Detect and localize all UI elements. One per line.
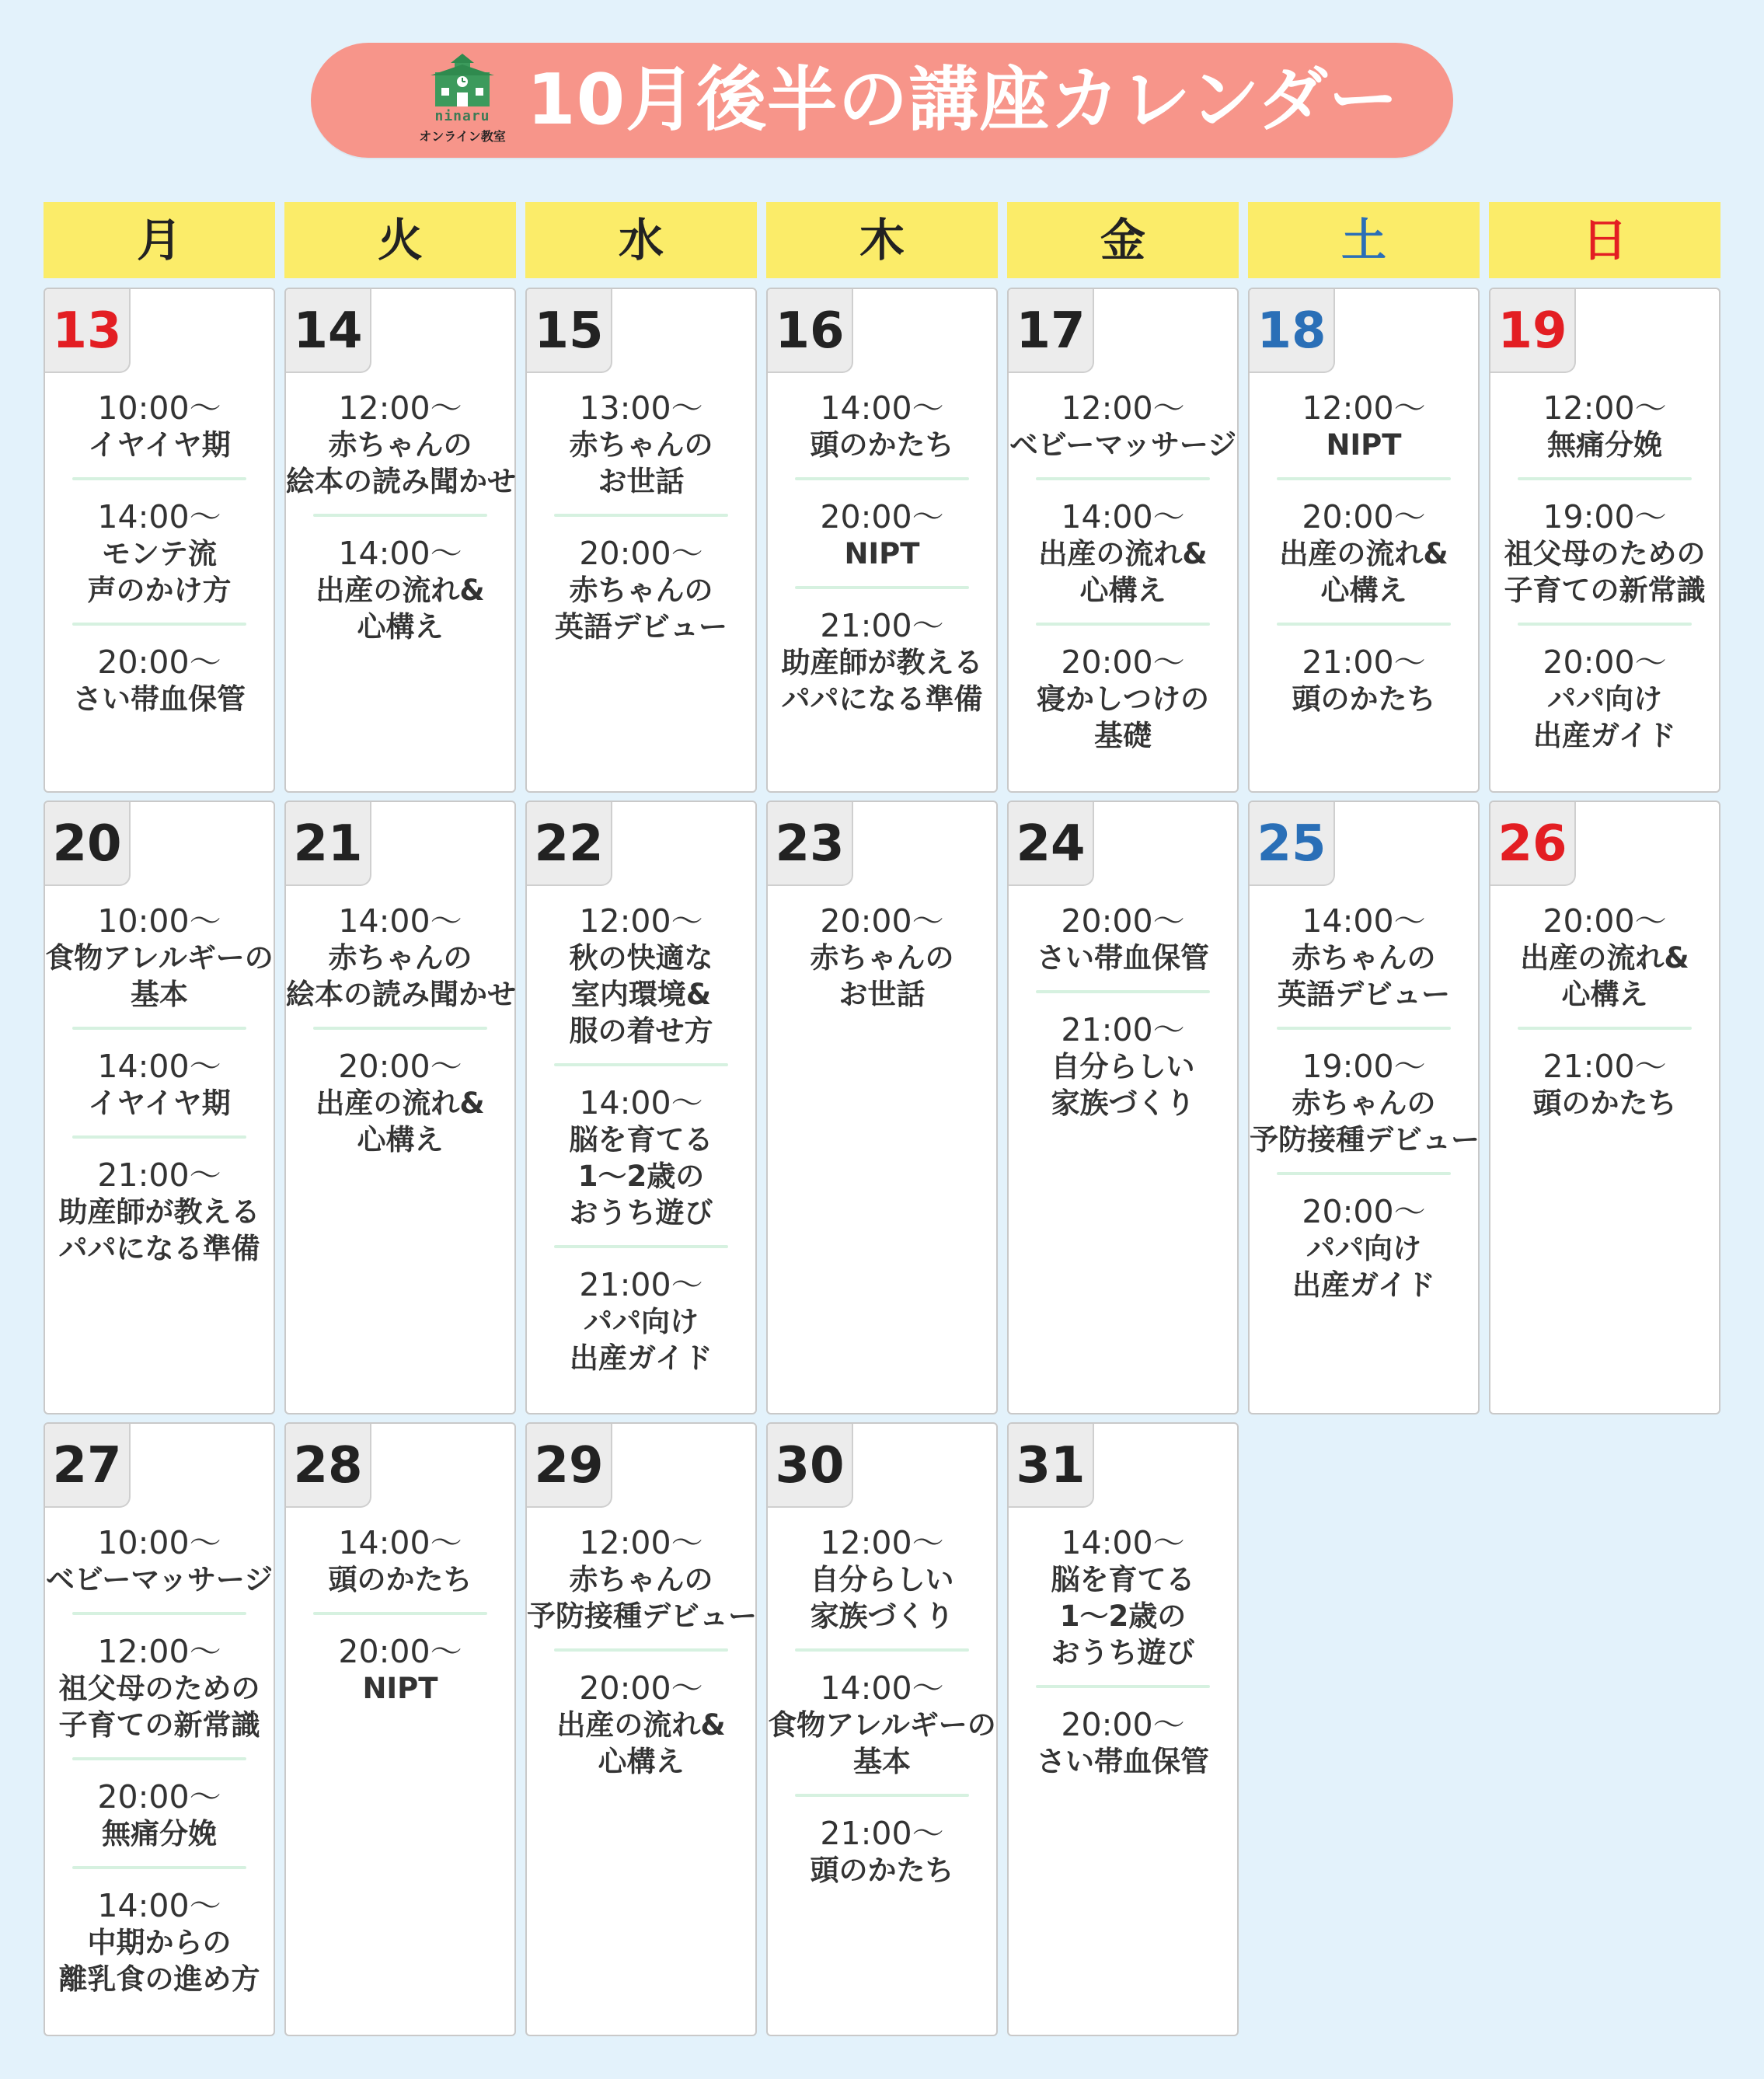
- event-time: 21:00〜: [1302, 644, 1426, 681]
- day-number: 27: [45, 1424, 131, 1508]
- event-time: 21:00〜: [97, 1156, 221, 1194]
- event-divider: [795, 586, 969, 589]
- weekday-sun: 日: [1489, 202, 1720, 278]
- event-title-line: モンテ流: [102, 537, 217, 570]
- event-title-line: 赤ちゃんの: [569, 574, 713, 607]
- event-list: [286, 903, 514, 1158]
- event-title-line: 寝かしつけの: [1037, 682, 1209, 716]
- event-divider: [1277, 623, 1451, 626]
- course-event[interactable]: [527, 1267, 755, 1376]
- course-event[interactable]: [1490, 903, 1719, 1013]
- event-title-line: イヤイヤ期: [88, 428, 231, 462]
- event-title-line: イヤイヤ期: [88, 1087, 231, 1120]
- event-title-line: 食物アレルギーの: [768, 1708, 996, 1742]
- event-divider: [795, 1648, 969, 1652]
- course-event[interactable]: [45, 1779, 274, 1852]
- event-title-line: 予防接種デビュー: [1250, 1123, 1480, 1156]
- event-divider: [554, 1648, 728, 1652]
- event-title-line: 心構え: [1561, 978, 1648, 1011]
- event-title-line: 出産の流れ&: [1520, 941, 1689, 975]
- event-divider: [72, 1027, 246, 1030]
- day-cell-19: [1489, 288, 1720, 793]
- course-event[interactable]: [1009, 1707, 1237, 1780]
- event-title-line: 赤ちゃんの: [810, 941, 954, 975]
- event-time: 14:00〜: [97, 1048, 221, 1085]
- day-number: 28: [286, 1424, 371, 1508]
- event-title-line: 離乳食の進め方: [58, 1962, 260, 1996]
- event-divider: [72, 1135, 246, 1139]
- event-time: 21:00〜: [820, 1815, 944, 1852]
- event-time: 14:00〜: [820, 389, 944, 427]
- event-title-line: 赤ちゃんの: [569, 1563, 713, 1596]
- event-title-line: 祖父母のための: [1504, 537, 1706, 570]
- event-time: 20:00〜: [1302, 498, 1426, 535]
- event-title-line: 出産の流れ&: [1038, 537, 1208, 570]
- day-number: 24: [1009, 802, 1094, 886]
- day-cell-14: [284, 288, 516, 793]
- day-number: 21: [286, 802, 371, 886]
- day-number: 13: [45, 289, 131, 373]
- weekday-fri: 金: [1007, 202, 1239, 278]
- weekday-thu: 木: [766, 202, 998, 278]
- event-title-line: 家族づくり: [810, 1599, 954, 1633]
- event-title-line: 出産ガイド: [1292, 1268, 1435, 1302]
- event-divider: [1277, 1027, 1451, 1030]
- course-event[interactable]: [1009, 1012, 1237, 1121]
- ninaru-logo: [412, 54, 513, 150]
- event-divider: [72, 623, 246, 626]
- course-event[interactable]: [45, 390, 274, 463]
- page-title: 10月後半の講座カレンダー: [527, 59, 1400, 141]
- day-cell-18: [1248, 288, 1480, 793]
- day-number: 19: [1490, 289, 1576, 373]
- day-cell-28: [284, 1422, 516, 2036]
- event-time: 12:00〜: [338, 389, 462, 427]
- event-title-line: 出産の流れ&: [556, 1708, 726, 1742]
- event-title-line: 子育ての新常識: [58, 1708, 260, 1742]
- event-divider: [1518, 623, 1692, 626]
- course-event[interactable]: [1009, 1525, 1237, 1671]
- weekday-wed: 水: [525, 202, 757, 278]
- event-time: 20:00〜: [1061, 644, 1185, 681]
- day-cell-29: [525, 1422, 757, 2036]
- event-title-line: 赤ちゃんの: [1292, 1087, 1436, 1120]
- day-number: 22: [527, 802, 612, 886]
- event-list: [768, 1525, 996, 1889]
- course-event[interactable]: [1250, 644, 1478, 717]
- event-time: 14:00〜: [97, 1887, 221, 1924]
- event-time: 21:00〜: [579, 1266, 703, 1303]
- event-list: [1250, 903, 1478, 1303]
- event-title-line: さい帯血保管: [1037, 1745, 1209, 1778]
- event-title-line: 無痛分娩: [102, 1817, 217, 1851]
- school-house-icon: [412, 54, 513, 110]
- event-title-line: 1〜2歳の: [577, 1160, 705, 1193]
- event-time: 14:00〜: [1061, 1524, 1185, 1561]
- event-time: 12:00〜: [1302, 389, 1426, 427]
- event-list: [768, 390, 996, 717]
- course-event[interactable]: [1490, 390, 1719, 463]
- course-event[interactable]: [1250, 1048, 1478, 1158]
- course-event[interactable]: [527, 535, 755, 645]
- day-cell-27: [44, 1422, 275, 2036]
- course-event[interactable]: [768, 608, 996, 717]
- course-event[interactable]: [1490, 1048, 1719, 1121]
- event-time: 12:00〜: [579, 1524, 703, 1561]
- event-title-line: 脳を育てる: [569, 1123, 713, 1156]
- course-event[interactable]: [286, 1634, 514, 1707]
- event-title-line: 基本: [853, 1745, 911, 1778]
- event-title-line: 子育ての新常識: [1504, 574, 1706, 607]
- event-title-line: 出産の流れ&: [315, 574, 485, 607]
- event-list: [1490, 390, 1719, 754]
- weekday-sat: 土: [1248, 202, 1480, 278]
- event-time: 12:00〜: [97, 1633, 221, 1670]
- event-title-line: 絵本の読み聞かせ: [286, 465, 516, 498]
- event-divider: [1518, 1027, 1692, 1030]
- course-event[interactable]: [45, 1634, 274, 1743]
- day-cell-17: [1007, 288, 1239, 793]
- event-time: 20:00〜: [1302, 1193, 1426, 1230]
- event-title-line: お世話: [598, 465, 685, 498]
- event-time: 10:00〜: [97, 1524, 221, 1561]
- day-cell-25: [1248, 801, 1480, 1414]
- event-title-line: 家族づくり: [1051, 1087, 1195, 1120]
- event-title-line: NIPT: [844, 537, 920, 570]
- event-title-line: NIPT: [362, 1672, 438, 1705]
- event-list: [527, 903, 755, 1376]
- course-event[interactable]: [1490, 499, 1719, 609]
- course-event[interactable]: [768, 1670, 996, 1780]
- event-title-line: 助産師が教える: [781, 646, 983, 679]
- logo-brand: ninaru: [434, 108, 490, 124]
- course-event[interactable]: [45, 644, 274, 717]
- event-divider: [72, 1757, 246, 1760]
- event-time: 19:00〜: [1302, 1048, 1426, 1085]
- day-cell-31: [1007, 1422, 1239, 2036]
- day-number: 16: [768, 289, 853, 373]
- event-time: 14:00〜: [338, 1524, 462, 1561]
- event-title-line: 英語デビュー: [1278, 978, 1450, 1011]
- day-cell-26: [1489, 801, 1720, 1414]
- event-title-line: ベビーマッサージ: [1009, 428, 1237, 462]
- course-event[interactable]: [768, 1525, 996, 1634]
- event-divider: [313, 514, 487, 517]
- event-time: 12:00〜: [1543, 389, 1667, 427]
- event-time: 19:00〜: [1543, 498, 1667, 535]
- event-divider: [72, 1866, 246, 1869]
- event-title-line: 英語デビュー: [555, 610, 727, 644]
- weekday-tue: 火: [284, 202, 516, 278]
- course-event[interactable]: [286, 1048, 514, 1158]
- event-list: [286, 1525, 514, 1707]
- event-time: 20:00〜: [820, 498, 944, 535]
- course-event[interactable]: [45, 1525, 274, 1598]
- day-cell-21: [284, 801, 516, 1414]
- day-cell-16: [766, 288, 998, 793]
- event-time: 20:00〜: [579, 535, 703, 572]
- course-event[interactable]: [286, 903, 514, 1013]
- event-time: 14:00〜: [579, 1084, 703, 1121]
- day-cell-13: [44, 288, 275, 793]
- logo-subtitle: オンライン教室: [419, 129, 506, 144]
- day-number: 30: [768, 1424, 853, 1508]
- event-time: 12:00〜: [820, 1524, 944, 1561]
- event-title-line: 赤ちゃんの: [328, 428, 472, 462]
- event-title-line: 出産ガイド: [1533, 719, 1676, 752]
- event-title-line: おうち遊び: [1051, 1636, 1195, 1669]
- event-time: 20:00〜: [97, 644, 221, 681]
- event-title-line: 予防接種デビュー: [527, 1599, 757, 1633]
- event-time: 14:00〜: [1061, 498, 1185, 535]
- event-list: [527, 390, 755, 645]
- day-number: 26: [1490, 802, 1576, 886]
- event-time: 14:00〜: [1302, 902, 1426, 940]
- day-number: 14: [286, 289, 371, 373]
- event-title-line: パパ向け: [1306, 1232, 1421, 1265]
- course-event[interactable]: [286, 1525, 514, 1598]
- event-title-line: 1〜2歳の: [1059, 1599, 1187, 1633]
- event-title-line: 中期からの: [87, 1926, 232, 1959]
- event-divider: [795, 477, 969, 480]
- course-event[interactable]: [45, 1888, 274, 1997]
- event-time: 20:00〜: [1543, 902, 1667, 940]
- day-number: 29: [527, 1424, 612, 1508]
- event-title-line: 心構え: [598, 1745, 685, 1778]
- event-divider: [554, 514, 728, 517]
- event-title-line: 頭のかたち: [810, 428, 954, 462]
- day-cell-20: [44, 801, 275, 1414]
- event-time: 12:00〜: [579, 902, 703, 940]
- event-title-line: 出産ガイド: [570, 1341, 713, 1375]
- day-cell-24: [1007, 801, 1239, 1414]
- event-title-line: さい帯血保管: [1037, 941, 1209, 975]
- event-divider: [554, 1245, 728, 1248]
- event-title-line: 基本: [131, 978, 188, 1011]
- event-title-line: パパになる準備: [58, 1232, 260, 1265]
- day-cell-30: [766, 1422, 998, 2036]
- course-event[interactable]: [527, 1085, 755, 1231]
- event-list: [1009, 903, 1237, 1121]
- event-time: 20:00〜: [338, 1048, 462, 1085]
- event-list: [1009, 1525, 1237, 1780]
- event-title-line: 無痛分娩: [1547, 428, 1662, 462]
- course-event[interactable]: [527, 1670, 755, 1780]
- event-divider: [1036, 990, 1210, 993]
- event-title-line: 自分らしい: [810, 1563, 954, 1596]
- event-title-line: おうち遊び: [569, 1196, 713, 1230]
- course-event[interactable]: [1009, 499, 1237, 609]
- event-title-line: パパになる準備: [781, 682, 983, 716]
- course-event[interactable]: [1250, 499, 1478, 609]
- event-list: [1250, 390, 1478, 717]
- course-event[interactable]: [527, 903, 755, 1049]
- course-event[interactable]: [45, 903, 274, 1013]
- event-time: 20:00〜: [1061, 1706, 1185, 1743]
- weekday-mon: 月: [44, 202, 275, 278]
- course-event[interactable]: [1009, 903, 1237, 976]
- course-event[interactable]: [527, 390, 755, 500]
- event-list: [45, 903, 274, 1267]
- event-time: 14:00〜: [338, 535, 462, 572]
- event-time: 10:00〜: [97, 389, 221, 427]
- event-divider: [1518, 477, 1692, 480]
- event-title-line: 出産の流れ&: [1279, 537, 1449, 570]
- event-divider: [72, 477, 246, 480]
- course-event[interactable]: [1009, 390, 1237, 463]
- course-event[interactable]: [45, 1048, 274, 1121]
- event-title-line: 自分らしい: [1051, 1050, 1195, 1083]
- day-number: 18: [1250, 289, 1335, 373]
- event-title-line: 出産の流れ&: [315, 1087, 485, 1120]
- event-title-line: 心構え: [357, 610, 444, 644]
- event-title-line: パパ向け: [584, 1305, 699, 1338]
- event-divider: [1036, 623, 1210, 626]
- day-number: 31: [1009, 1424, 1094, 1508]
- event-list: [45, 390, 274, 717]
- day-cell-15: [525, 288, 757, 793]
- event-title-line: NIPT: [1326, 428, 1402, 462]
- event-title-line: 頭のかたち: [810, 1854, 954, 1887]
- course-event[interactable]: [1250, 1194, 1478, 1303]
- event-title-line: 食物アレルギーの: [45, 941, 274, 975]
- event-time: 14:00〜: [820, 1669, 944, 1707]
- event-list: [1490, 903, 1719, 1121]
- event-time: 10:00〜: [97, 902, 221, 940]
- event-divider: [72, 1612, 246, 1615]
- course-event[interactable]: [1009, 644, 1237, 754]
- day-number: 15: [527, 289, 612, 373]
- course-event[interactable]: [286, 390, 514, 500]
- event-list: [45, 1525, 274, 1997]
- event-time: 21:00〜: [1061, 1011, 1185, 1048]
- event-time: 20:00〜: [579, 1669, 703, 1707]
- event-title-line: お世話: [838, 978, 926, 1011]
- day-number: 25: [1250, 802, 1335, 886]
- event-time: 20:00〜: [338, 1633, 462, 1670]
- event-title-line: 赤ちゃんの: [1292, 941, 1436, 975]
- day-cell-22: [525, 801, 757, 1414]
- event-title-line: 室内環境&: [570, 978, 712, 1011]
- event-list: [527, 1525, 755, 1780]
- course-event[interactable]: [1250, 903, 1478, 1013]
- event-list: [1009, 390, 1237, 754]
- event-title-line: パパ向け: [1547, 682, 1662, 716]
- event-time: 21:00〜: [1543, 1048, 1667, 1085]
- event-title-line: 頭のかたち: [1532, 1087, 1677, 1120]
- course-event[interactable]: [45, 499, 274, 609]
- day-number: 17: [1009, 289, 1094, 373]
- event-divider: [1277, 1172, 1451, 1175]
- event-title-line: 赤ちゃんの: [328, 941, 472, 975]
- event-time: 20:00〜: [1061, 902, 1185, 940]
- event-divider: [1036, 1685, 1210, 1688]
- event-title-line: 基礎: [1094, 719, 1152, 752]
- event-title-line: 心構え: [357, 1123, 444, 1156]
- event-divider: [313, 1612, 487, 1615]
- course-event[interactable]: [768, 499, 996, 572]
- event-title-line: 絵本の読み聞かせ: [286, 978, 516, 1011]
- course-event[interactable]: [768, 903, 996, 1013]
- event-time: 13:00〜: [579, 389, 703, 427]
- course-event[interactable]: [286, 535, 514, 645]
- title-banner: [311, 43, 1453, 158]
- event-divider: [1036, 477, 1210, 480]
- day-cell-23: [766, 801, 998, 1414]
- event-title-line: 心構え: [1079, 574, 1166, 607]
- event-list: [286, 390, 514, 645]
- event-time: 12:00〜: [1061, 389, 1185, 427]
- event-divider: [554, 1063, 728, 1066]
- event-time: 14:00〜: [338, 902, 462, 940]
- event-title-line: 頭のかたち: [328, 1563, 472, 1596]
- event-title-line: さい帯血保管: [73, 682, 246, 716]
- event-time: 20:00〜: [97, 1778, 221, 1816]
- event-title-line: 助産師が教える: [58, 1195, 260, 1229]
- event-divider: [1277, 477, 1451, 480]
- course-event[interactable]: [768, 390, 996, 463]
- event-time: 14:00〜: [97, 498, 221, 535]
- event-title-line: 祖父母のための: [58, 1672, 260, 1705]
- day-number: 20: [45, 802, 131, 886]
- event-title-line: 脳を育てる: [1051, 1563, 1195, 1596]
- event-title-line: 頭のかたち: [1292, 682, 1436, 716]
- course-event[interactable]: [45, 1157, 274, 1267]
- event-title-line: 赤ちゃんの: [569, 428, 713, 462]
- course-event[interactable]: [1490, 644, 1719, 754]
- course-event[interactable]: [1250, 390, 1478, 463]
- event-title-line: ベビーマッサージ: [45, 1563, 274, 1596]
- event-title-line: 服の着せ方: [569, 1014, 713, 1048]
- course-event[interactable]: [768, 1816, 996, 1889]
- day-number: 23: [768, 802, 853, 886]
- event-list: [768, 903, 996, 1013]
- event-title-line: 秋の快適な: [569, 941, 713, 975]
- event-time: 20:00〜: [820, 902, 944, 940]
- event-time: 21:00〜: [820, 607, 944, 644]
- course-event[interactable]: [527, 1525, 755, 1634]
- event-title-line: 声のかけ方: [87, 574, 232, 607]
- event-divider: [795, 1794, 969, 1797]
- event-title-line: 心構え: [1320, 574, 1407, 607]
- event-time: 20:00〜: [1543, 644, 1667, 681]
- event-divider: [313, 1027, 487, 1030]
